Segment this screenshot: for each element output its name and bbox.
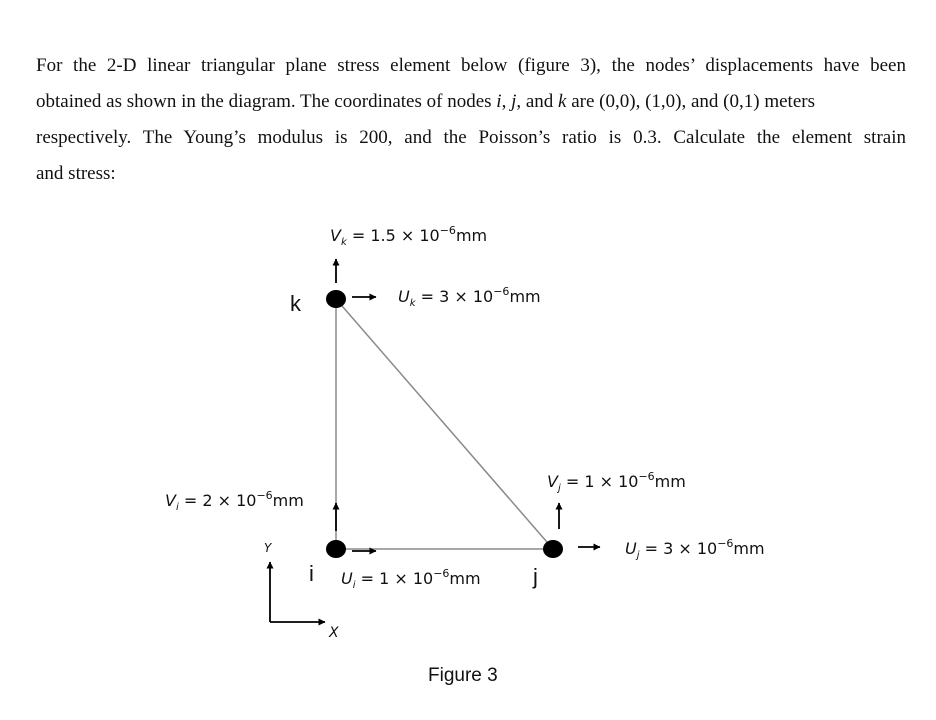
node-k-label: k	[290, 291, 301, 316]
node-i	[326, 540, 346, 558]
problem-line-2-end: are (0,0), (1,0), and (0,1) meters	[566, 91, 815, 112]
problem-line-4: and stress:	[36, 163, 116, 184]
and-word: and	[525, 91, 554, 112]
x-axis-label: X	[329, 625, 339, 641]
label-vk: $V_k = 1.5 \times 10^{-6}mm$	[330, 224, 488, 248]
problem-line-3: respectively. The Young’s modulus is 200, and the Poisson’s ratio is 0.3. Calculate the element strain	[36, 127, 906, 148]
label-ui: $U_i = 1 \times 10^{-6}mm$	[341, 567, 481, 591]
problem-line-2: obtained as shown in the diagram. The coordinates of nodes i, j, and k are (0,0), (1,0), and (0,1) meters	[36, 91, 815, 112]
node-i-ref: i	[496, 91, 502, 112]
node-k-ref: k	[558, 91, 567, 112]
coordinate-axes	[264, 541, 339, 641]
label-uk: $U_k = 3 \times 10^{-6}mm$	[398, 285, 541, 309]
problem-line-1: For the 2-D linear triangular plane stress element below (figure 3), the nodes’ displacements have been	[36, 55, 906, 76]
label-vi: $V_i = 2 \times 10^{-6}mm$	[165, 489, 304, 513]
node-j	[543, 540, 563, 558]
label-uj: $U_j = 3 \times 10^{-6}mm$	[625, 537, 765, 561]
y-axis-label: Y	[264, 541, 272, 555]
node-i-label: i	[309, 561, 314, 586]
node-k	[326, 290, 346, 308]
figure-caption: Figure 3	[428, 665, 498, 686]
node-j-ref: j	[511, 91, 517, 112]
edge-k-j	[336, 299, 553, 549]
problem-line-2-start: obtained as shown in the diagram. The coordinates of nodes	[36, 91, 497, 112]
label-vj: $V_j = 1 \times 10^{-6}mm$	[547, 470, 686, 494]
node-j-label: j	[533, 564, 538, 589]
